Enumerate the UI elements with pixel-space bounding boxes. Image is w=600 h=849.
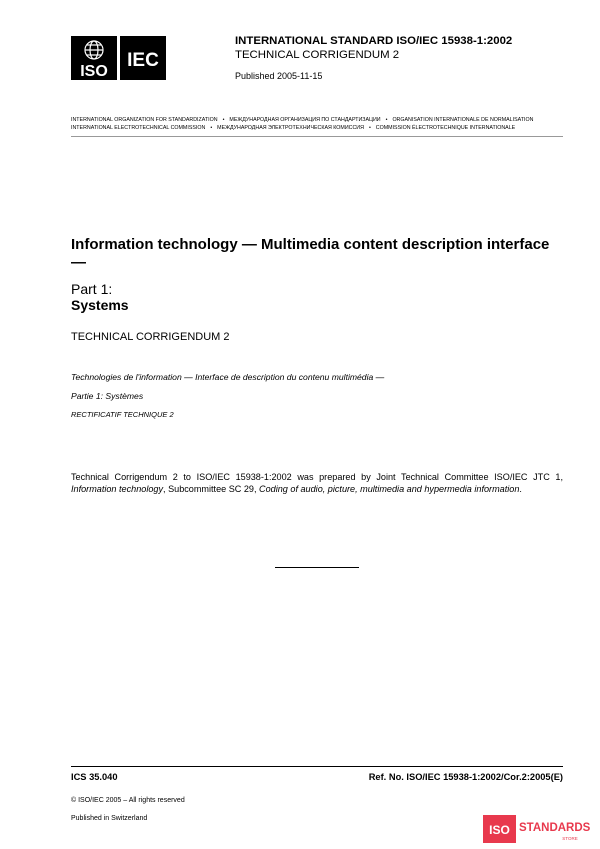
center-divider: [275, 567, 359, 568]
french-part: Partie 1: Systèmes: [71, 391, 144, 401]
document-title: Information technology — Multimedia content description interface —: [71, 236, 550, 271]
header-divider: [71, 136, 563, 137]
org-iso-en: INTERNATIONAL ORGANIZATION FOR STANDARDIZATION: [71, 117, 218, 123]
french-corrigendum: RECTIFICATIF TECHNIQUE 2: [71, 410, 174, 419]
organization-line-1: [71, 117, 533, 123]
bullet-separator: •: [385, 117, 388, 123]
body-text: , Subcommittee SC 29,: [163, 484, 260, 495]
ics-number: ICS 35.040: [71, 772, 118, 782]
corrigendum-header: TECHNICAL CORRIGENDUM 2: [235, 49, 400, 61]
body-text-italic: Information technology: [71, 484, 164, 495]
iso-logo-text: ISO: [80, 63, 108, 80]
badge-iso-text: ISO: [489, 823, 510, 837]
iso-standards-store-badge[interactable]: [482, 813, 594, 845]
org-iec-ru: МЕЖДУНАРОДНАЯ ЭЛЕКТРОТЕХНИЧЕСКАЯ КОМИССИЯ: [217, 125, 364, 131]
reference-number: Ref. No. ISO/IEC 15938-1:2002/Cor.2:2005(E): [368, 772, 563, 782]
published-in: Published in Switzerland: [71, 815, 148, 822]
org-iec-en: INTERNATIONAL ELECTROTECHNICAL COMMISSION: [71, 125, 206, 131]
published-date: Published 2005-11-15: [235, 71, 323, 81]
standard-title: INTERNATIONAL STANDARD ISO/IEC 15938-1:2002: [235, 35, 513, 47]
body-text-italic: Coding of audio, picture, multimedia and hypermedia information: [259, 484, 520, 495]
badge-store-text: STORE: [562, 836, 578, 841]
body-text: .: [519, 484, 522, 495]
part-title: Systems: [71, 297, 129, 313]
corrigendum-title: TECHNICAL CORRIGENDUM 2: [71, 331, 230, 343]
organization-line-2: [71, 125, 515, 131]
copyright-notice: © ISO/IEC 2005 – All rights reserved: [71, 797, 185, 804]
iec-logo-text: IEC: [127, 50, 159, 71]
bullet-separator: •: [368, 125, 371, 131]
org-iec-fr: COMMISSION ÉLECTROTECHNIQUE INTERNATIONALE: [375, 125, 516, 131]
footer-divider: [71, 766, 563, 767]
body-text: Technical Corrigendum 2 to ISO/IEC 15938-1:2002 was prepared by Joint Technical Committee ISO/IEC JTC 1,: [71, 472, 563, 482]
part-label: Part 1:: [71, 281, 113, 297]
bullet-separator: •: [210, 125, 213, 131]
bullet-separator: •: [222, 117, 225, 123]
org-iso-fr: ORGANISATION INTERNATIONALE DE NORMALISATION: [392, 117, 534, 123]
iso-logo: [71, 36, 117, 80]
org-iso-ru: МЕЖДУНАРОДНАЯ ОРГАНИЗАЦИЯ ПО СТАНДАРТИЗАЦИИ: [229, 117, 381, 123]
iec-logo: [120, 36, 166, 80]
badge-standards-text: STANDARDS: [519, 822, 591, 834]
body-paragraph: [71, 471, 563, 496]
french-title: Technologies de l'information — Interface de description du contenu multimédia —: [71, 372, 385, 382]
